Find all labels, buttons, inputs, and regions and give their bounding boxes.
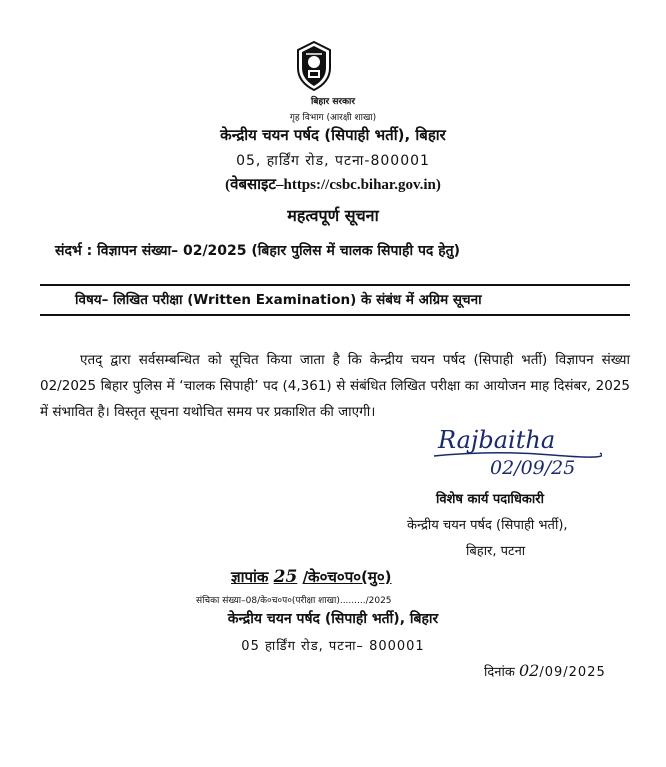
signatory-office: केन्द्रीय चयन पर्षद (सिपाही भर्ती), xyxy=(407,518,568,533)
notice-body: एतद् द्वारा सर्वसम्बन्धित को सूचित किया जाता है कि केन्द्रीय चयन पर्षद (सिपाही भर्ती) विज्ञापन संख्या 02/2025 बिहार पुलिस में ‘चालक सिपाही’ पद (4,361) से संबंधित लिखित परीक्षा का आयोजन माह दिसंबर, 2025 में संभावित है। विस्तृत सूचना यथोचित समय पर प्रकाशित की जाएगी। xyxy=(40,352,630,420)
memo-suffix: /के०च०प०(मु०) xyxy=(302,568,392,586)
handwritten-signature: Rajbaitha xyxy=(438,426,556,454)
memo-number: 25 xyxy=(273,567,298,587)
council-name: केन्द्रीय चयन पर्षद (सिपाही भर्ती), बिहार xyxy=(220,126,446,144)
memo-number-line xyxy=(231,567,392,587)
file-reference: संचिका संख्या–08/के०च०प०(परीक्षा शाखा)........./2025 xyxy=(196,596,392,606)
memo-label: ज्ञापांक xyxy=(231,568,269,586)
date-day-handwritten: 02 xyxy=(518,661,540,680)
bihar-government-emblem-icon xyxy=(292,40,336,92)
handwritten-signature-date: 02/09/25 xyxy=(490,457,576,479)
signatory-place: बिहार, पटना xyxy=(466,544,526,559)
council-address: 05, हार्डिंग रोड, पटना-800001 xyxy=(236,153,430,169)
date-label: दिनांक xyxy=(484,665,515,680)
website: (वेबसाइट–https://csbc.bihar.gov.in) xyxy=(225,177,441,193)
date-rest: /09/2025 xyxy=(539,665,606,680)
subject-bottom-rule xyxy=(40,314,630,316)
subject-top-rule xyxy=(40,284,630,286)
govt-name: बिहार सरकार xyxy=(310,97,356,107)
footer-council-name: केन्द्रीय चयन पर्षद (सिपाही भर्ती), बिहार xyxy=(227,611,439,627)
reference-line: संदर्भ : विज्ञापन संख्या– 02/2025 (बिहार पुलिस में चालक सिपाही पद हेतु) xyxy=(55,243,461,259)
footer-address: 05 हार्डिंग रोड, पटना– 800001 xyxy=(241,639,425,654)
signatory-designation: विशेष कार्य पदाधिकारी xyxy=(436,492,544,507)
subject-line: विषय– लिखित परीक्षा (Written Examination) के संबंध में अग्रिम सूचना xyxy=(75,292,482,308)
department-name: गृह विभाग (आरक्षी शाखा) xyxy=(289,113,377,123)
notice-heading: महत्वपूर्ण सूचना xyxy=(287,206,379,225)
footer-date xyxy=(484,661,606,680)
